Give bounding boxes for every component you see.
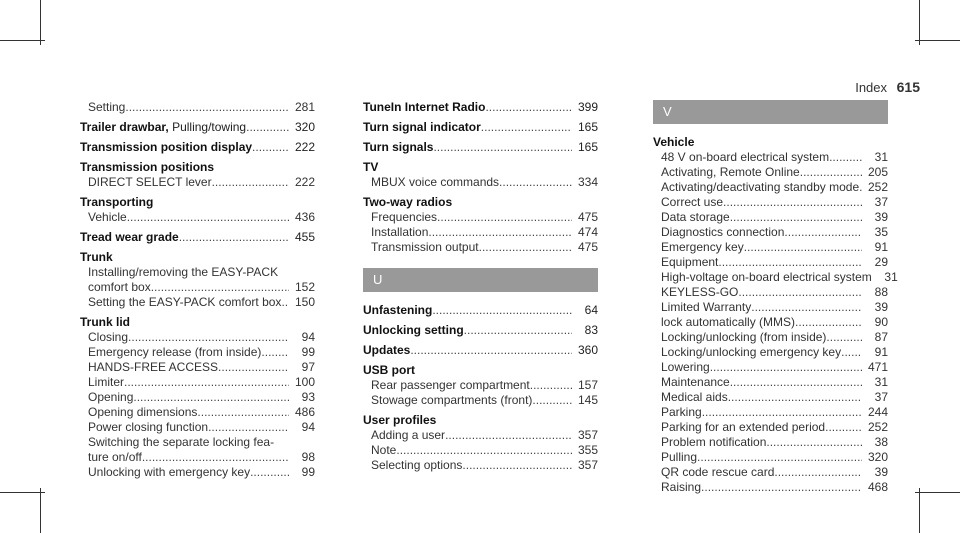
index-subentry[interactable]: Emergency release (from inside) ..... 99 [80, 345, 315, 360]
index-subentry[interactable]: comfort box ..... 152 [80, 280, 315, 295]
index-column-3 [653, 100, 898, 500]
crop-mark [915, 492, 960, 493]
index-entry[interactable]: Trailer drawbar, Pulling/towing ..... 320 [80, 120, 315, 135]
index-subentry[interactable]: Frequencies ..... 475 [363, 210, 598, 225]
page-header [855, 79, 920, 95]
index-subentry-line: Installing/removing the EASY-PACK [88, 265, 279, 279]
index-subentry[interactable]: Unlocking with emergency key ..... 99 [80, 465, 315, 480]
index-entry[interactable]: Turn signals ..... 165 [363, 140, 598, 155]
index-entry[interactable]: Unfastening ..... 64 [363, 303, 598, 318]
index-heading: Transmission positions [80, 160, 215, 174]
index-heading: User profiles [363, 413, 437, 427]
index-column-1 [80, 100, 315, 485]
index-subentry[interactable]: Raising ..... 468 [653, 480, 888, 495]
index-entry [363, 413, 598, 473]
index-subentry[interactable]: Lowering ..... 471 [653, 360, 888, 375]
index-subentry[interactable]: Limiter ..... 100 [80, 375, 315, 390]
index-subentry[interactable]: Opening dimensions ..... 486 [80, 405, 315, 420]
index-subentry[interactable]: Activating/deactivating standby mode ..... 252 [653, 180, 888, 195]
index-entry[interactable]: TuneIn Internet Radio ..... 399 [363, 100, 598, 115]
index-heading: Trunk lid [80, 315, 131, 329]
index-heading: USB port [363, 363, 415, 377]
index-subentry[interactable]: Correct use ..... 37 [653, 195, 888, 210]
index-subentry[interactable]: Vehicle ..... 436 [80, 210, 315, 225]
crop-mark [0, 492, 45, 493]
index-subentry[interactable]: Maintenance ..... 31 [653, 375, 888, 390]
index-subentry[interactable]: Emergency key ..... 91 [653, 240, 888, 255]
index-subentry[interactable]: Parking ..... 244 [653, 405, 888, 420]
index-entry[interactable]: Tread wear grade ..... 455 [80, 230, 315, 245]
index-subentry[interactable]: Problem notification ..... 38 [653, 435, 888, 450]
index-subentry[interactable]: Pulling ..... 320 [653, 450, 888, 465]
index-subentry[interactable]: High-voltage on-board electrical system 31 [661, 270, 898, 284]
index-subentry[interactable]: Opening ..... 93 [80, 390, 315, 405]
crop-mark [919, 488, 920, 533]
section-title: Index [855, 80, 888, 95]
index-subentry[interactable]: Closing ..... 94 [80, 330, 315, 345]
crop-mark [0, 40, 45, 41]
index-column-2 [363, 100, 598, 478]
index-entry [363, 160, 598, 190]
index-heading: Vehicle [653, 135, 695, 149]
index-subentry[interactable]: Activating, Remote Online ..... 205 [653, 165, 888, 180]
index-subentry[interactable]: Diagnostics connection ..... 35 [653, 225, 888, 240]
index-subentry[interactable]: Setting ..... 281 [80, 100, 315, 115]
index-entry [363, 195, 598, 255]
index-subentry[interactable]: Stowage compartments (front) ..... 145 [363, 393, 598, 408]
index-entry [653, 135, 898, 495]
index-entry [80, 250, 315, 310]
index-subentry[interactable]: Installation ..... 474 [363, 225, 598, 240]
index-subentry[interactable]: Locking/unlocking emergency key ..... 91 [653, 345, 888, 360]
index-subentry-line: Switching the separate locking fea- [88, 435, 275, 449]
index-entry [80, 100, 315, 115]
index-subentry[interactable]: Transmission output ..... 475 [363, 240, 598, 255]
index-subentry[interactable]: QR code rescue card ..... 39 [653, 465, 888, 480]
index-heading: Two-way radios [363, 195, 453, 209]
index-heading: Transporting [80, 195, 154, 209]
index-entry [363, 363, 598, 408]
crop-mark [919, 0, 920, 45]
index-subentry[interactable]: Note ..... 355 [363, 443, 598, 458]
index-subentry[interactable]: Adding a user ..... 357 [363, 428, 598, 443]
index-entry[interactable]: Turn signal indicator ..... 165 [363, 120, 598, 135]
index-entry[interactable]: Unlocking setting ..... 83 [363, 323, 598, 338]
index-entry [80, 160, 315, 190]
index-subentry[interactable]: ture on/off ..... 98 [80, 450, 315, 465]
index-entry [80, 195, 315, 225]
index-subentry[interactable]: 48 V on-board electrical system ..... 31 [653, 150, 888, 165]
index-subentry[interactable]: Selecting options ..... 357 [363, 458, 598, 473]
index-subentry[interactable]: Data storage ..... 39 [653, 210, 888, 225]
index-subentry[interactable]: Medical aids ..... 37 [653, 390, 888, 405]
index-subentry[interactable]: Limited Warranty ..... 39 [653, 300, 888, 315]
index-subentry[interactable]: Parking for an extended period ..... 252 [653, 420, 888, 435]
index-subentry[interactable]: Power closing function ..... 94 [80, 420, 315, 435]
index-subentry[interactable]: lock automatically (MMS) ..... 90 [653, 315, 888, 330]
letter-section-header: V [653, 100, 888, 124]
page-number: 615 [896, 79, 920, 95]
index-subentry[interactable]: Equipment ..... 29 [653, 255, 888, 270]
index-heading: TV [363, 160, 379, 174]
index-entry[interactable]: Transmission position display ..... 222 [80, 140, 315, 155]
letter-section-header: U [363, 268, 598, 292]
index-entry[interactable]: Updates ..... 360 [363, 343, 598, 358]
index-subentry[interactable]: HANDS-FREE ACCESS ..... 97 [80, 360, 315, 375]
index-subentry[interactable]: KEYLESS-GO ..... 88 [653, 285, 888, 300]
crop-mark [40, 0, 41, 45]
crop-mark [40, 488, 41, 533]
index-subentry[interactable]: MBUX voice commands ..... 334 [363, 175, 598, 190]
index-subentry[interactable]: Rear passenger compartment ..... 157 [363, 378, 598, 393]
index-subentry[interactable]: DIRECT SELECT lever ..... 222 [80, 175, 315, 190]
index-subentry[interactable]: Setting the EASY-PACK comfort box ..... 150 [80, 295, 315, 310]
crop-mark [915, 40, 960, 41]
index-subentry[interactable]: Locking/unlocking (from inside) ..... 87 [653, 330, 888, 345]
index-entry [80, 315, 315, 480]
index-heading: Trunk [80, 250, 113, 264]
